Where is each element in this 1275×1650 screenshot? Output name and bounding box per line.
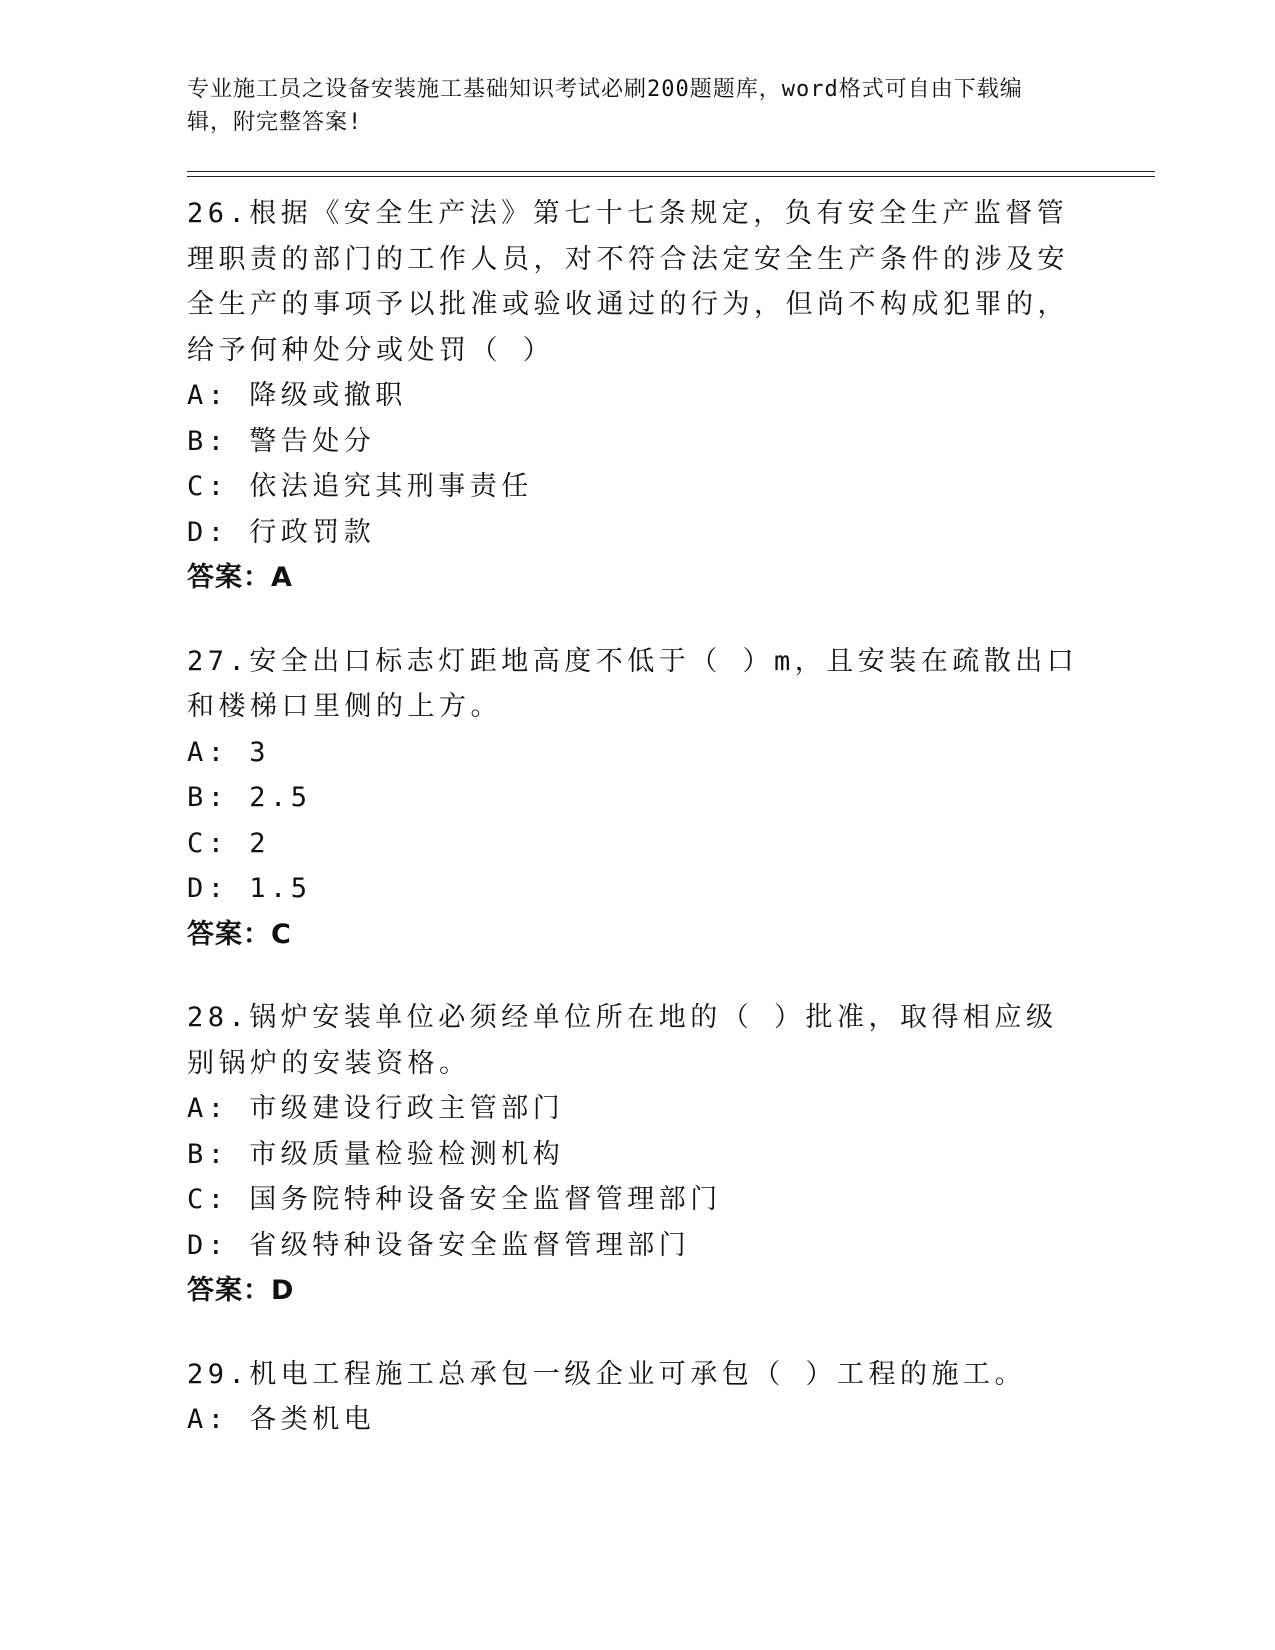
option-d: D: 省级特种设备安全监督管理部门 (187, 1229, 691, 1261)
header-divider-bottom (187, 176, 1155, 177)
document-header: 专业施工员之设备安装施工基础知识考试必刷200题题库，word格式可自由下载编辑，附完整答案! (187, 77, 1023, 135)
option-c: C: 2 (187, 827, 271, 859)
question-list (187, 191, 1087, 1481)
option-a: A: 各类机电 (187, 1404, 376, 1435)
question-26 (187, 191, 1087, 601)
answer-line: 答案：A (187, 562, 293, 593)
question-27 (187, 639, 1087, 958)
option-c: C: 依法追究其刑事责任 (187, 471, 533, 502)
question-stem: 26.根据《安全生产法》第七十七条规定，负有安全生产监督管理职责的部门的工作人员，对不符合法定安全生产条件的涉及安全生产的事项予以批准或验收通过的行为，但尚不构成犯罪的，给予何种处分或处罚（ ） (187, 198, 1069, 366)
question-stem: 28.锅炉安装单位必须经单位所在地的（ ）批准，取得相应级别锅炉的安装资格。 (187, 1002, 1058, 1079)
answer-line: 答案：D (187, 1275, 295, 1306)
question-stem: 29.机电工程施工总承包一级企业可承包（ ）工程的施工。 (187, 1358, 1027, 1390)
option-d: D: 1.5 (187, 873, 312, 904)
header-divider-top (187, 171, 1155, 172)
option-b: B: 警告处分 (187, 425, 376, 457)
option-b: B: 市级质量检验检测机构 (187, 1138, 565, 1170)
question-29 (187, 1352, 1087, 1443)
question-28 (187, 995, 1087, 1314)
answer-line: 答案：C (187, 918, 292, 950)
option-a: A: 降级或撤职 (187, 380, 407, 411)
question-stem: 27.安全出口标志灯距地高度不低于（ ）m，且安装在疏散出口和楼梯口里侧的上方。 (187, 645, 1079, 722)
option-d: D: 行政罚款 (187, 516, 376, 548)
option-b: B: 2.5 (187, 782, 312, 813)
option-a: A: 市级建设行政主管部门 (187, 1093, 565, 1124)
option-c: C: 国务院特种设备安全监督管理部门 (187, 1184, 722, 1215)
option-a: A: 3 (187, 736, 271, 768)
